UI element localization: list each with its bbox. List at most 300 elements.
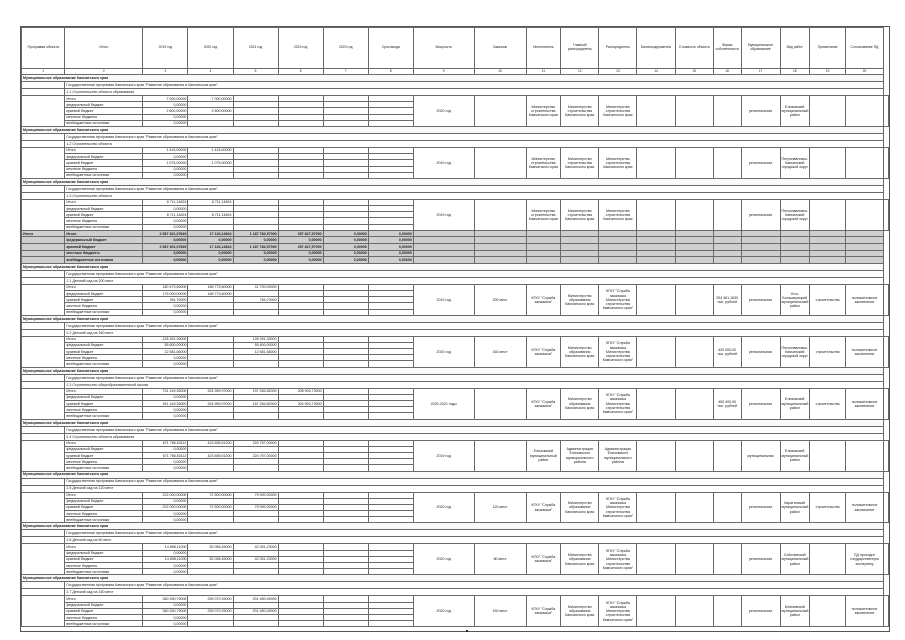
meta-customer: Министерство строительства Камчатского края <box>526 199 561 230</box>
object-row <box>22 329 889 336</box>
program-title: Государственная программа Камчатского края "Развитие образования в Камчатском крае" <box>65 270 883 277</box>
amount-cell: 55 600,00000 <box>233 342 278 348</box>
meta-manager <box>637 284 675 315</box>
empty-cell <box>22 388 65 419</box>
amount-cell: 175 000,00000 <box>143 290 188 296</box>
total-amount-cell: 2 587 301,07845 <box>143 244 188 251</box>
meta-ownership: региональная <box>741 388 780 419</box>
meta-term: 2020 год <box>413 96 474 127</box>
meta-cost <box>713 199 741 230</box>
amount-cell: 0,00000 <box>143 154 188 160</box>
meta-holder <box>675 96 713 127</box>
total-amount-cell: 0,00000 <box>143 257 188 264</box>
meta-executor: Министерство строительства Камчатского края <box>561 147 599 178</box>
amount-cell: 11 700,09000 <box>233 284 278 290</box>
amount-cell: 222 000,00000 <box>143 504 188 510</box>
empty-cell <box>22 537 65 544</box>
object-title: 2.6 Детский сад на 80 мест <box>65 537 883 544</box>
totals-label <box>22 250 65 257</box>
object-title: 2.3 Строительство общеобразовательной школы <box>65 381 883 388</box>
empty-cell <box>846 257 883 264</box>
empty-cell <box>22 89 65 96</box>
empty-cell <box>675 250 713 257</box>
program-title: Государственная программа Камчатского края "Развитие образования в Камчатском крае" <box>65 478 883 485</box>
funding-label: краевой бюджет <box>65 608 143 614</box>
meta-holder <box>675 199 713 230</box>
funding-label: внебюджетные источники <box>65 517 143 523</box>
amount-cell: 12 581,66000 <box>233 349 278 355</box>
empty-cell <box>22 140 65 147</box>
total-amount-cell: 257 827,57000 <box>278 230 323 237</box>
column-number: 2 <box>65 69 143 75</box>
amount-cell: 224 757,00000 <box>233 440 278 446</box>
section-row <box>22 471 889 478</box>
meta-customer: Елизовский муниципальный район <box>526 440 561 471</box>
column-header: Исполнитель <box>526 28 561 69</box>
section-title: Муниципальное образование Камчатского края <box>22 575 884 582</box>
amount-cell: 911 149,35000 <box>143 401 188 407</box>
meta-main-manager: Администрация Елизовского муниципального района <box>599 440 637 471</box>
column-header: Форма собственности <box>713 28 741 69</box>
meta-customer: КГКУ "Служба заказчика" <box>526 596 561 627</box>
meta-capacity: 150 мест <box>474 596 526 627</box>
funding-label: внебюджетные источники <box>65 569 143 575</box>
object-row <box>22 589 889 596</box>
funding-label: Итого <box>65 96 143 102</box>
funding-label: федеральный бюджет <box>65 290 143 296</box>
program-title: Государственная программа Камчатского края "Развитие образования в Камчатском крае" <box>65 374 883 381</box>
totals-label <box>22 237 65 244</box>
meta-term: 2019 год <box>413 147 474 178</box>
funding-label: краевой бюджет <box>65 160 143 166</box>
column-number: 3 <box>143 69 188 75</box>
amount-cell: 128 391,39000 <box>233 336 278 342</box>
section-row <box>22 315 889 322</box>
amount-cell: 168 773,60000 <box>188 290 233 296</box>
empty-cell <box>741 244 780 251</box>
column-number: 19 <box>809 69 845 75</box>
total-amount-cell: 0,00000 <box>233 257 278 264</box>
empty-cell <box>22 485 65 492</box>
object-title: 2.7 Детский сад на 150 мест <box>65 589 883 596</box>
meta-main-manager: Министерство строительства Камчатского края <box>599 199 637 230</box>
total-amount-cell: 0,00000 <box>188 237 233 244</box>
totals-label <box>22 257 65 264</box>
meta-term: 2020 год <box>413 492 474 523</box>
meta-work <box>809 147 845 178</box>
column-number: 17 <box>741 69 780 75</box>
meta-approval <box>883 199 888 230</box>
empty-cell <box>561 244 599 251</box>
empty-cell <box>713 244 741 251</box>
meta-work <box>809 440 845 471</box>
meta-term: 2020 год <box>413 544 474 575</box>
amount-cell: 128 391,39000 <box>143 336 188 342</box>
meta-note <box>846 440 883 471</box>
object-title: 1.2 Строительство объекта <box>65 140 883 147</box>
funding-label: Итого <box>65 492 143 498</box>
funding-label: внебюджетные источники <box>65 361 143 367</box>
total-amount-cell: 0,00000 <box>278 257 323 264</box>
section-row <box>22 367 889 374</box>
total-amount-cell: 0,00000 <box>368 237 413 244</box>
funding-label: внебюджетные источники <box>65 621 143 627</box>
amount-cell: 0,00000 <box>143 498 188 504</box>
empty-cell <box>526 250 561 257</box>
empty-cell <box>22 582 65 589</box>
empty-cell <box>22 381 65 388</box>
amount-cell: 731 149,35000 <box>143 388 188 394</box>
funding-label: федеральный бюджет <box>65 550 143 556</box>
amount-cell <box>368 621 413 627</box>
meta-ownership: региональная <box>741 336 780 367</box>
column-header: 2019 год <box>143 28 188 69</box>
column-header: Согласование ПД <box>846 28 883 69</box>
amount-cell: 42 051,23000 <box>233 544 278 550</box>
empty-cell <box>474 250 526 257</box>
amount-cell: 7 000,00000 <box>188 96 233 102</box>
amount-cell: 0,00000 <box>143 465 188 471</box>
empty-cell <box>22 284 65 315</box>
total-amount-cell: 0,00000 <box>188 257 233 264</box>
funding-label: внебюджетные источники <box>65 309 143 315</box>
section-title: Муниципальное образование Камчатского края <box>22 523 884 530</box>
total-amount-cell: 0,00000 <box>323 230 368 237</box>
amount-cell: 1 075,00000 <box>143 160 188 166</box>
meta-main-manager: Министерство строительства Камчатского края <box>599 96 637 127</box>
amount-cell: 201 450,49000 <box>233 596 278 602</box>
empty-cell <box>675 244 713 251</box>
empty-cell <box>637 230 675 237</box>
total-amount-cell: 0,00000 <box>368 250 413 257</box>
amount-cell: 259 072,93000 <box>188 596 233 602</box>
empty-cell <box>637 237 675 244</box>
column-header: Главный распорядитель <box>561 28 599 69</box>
total-amount-cell: 0,00000 <box>143 250 188 257</box>
funding-label: внебюджетные источники <box>65 413 143 419</box>
funding-label: местные бюджеты <box>65 511 143 517</box>
amount-cell: 8 711,14824 <box>188 199 233 205</box>
meta-main-manager: КГКУ "Служба заказчика Министерства строительства Камчатского края" <box>599 492 637 523</box>
empty-cell <box>599 257 637 264</box>
funding-label: федеральный бюджет <box>65 446 143 452</box>
meta-work <box>809 544 845 575</box>
meta-manager <box>637 96 675 127</box>
meta-executor: Министерство образования Камчатского края <box>561 544 599 575</box>
empty-cell <box>561 237 599 244</box>
amount-cell: 423 655,51200 <box>188 452 233 458</box>
empty-cell <box>809 244 845 251</box>
empty-cell <box>599 250 637 257</box>
meta-main-manager: Министерство строительства Камчатского края <box>599 147 637 178</box>
program-title: Государственная программа Камчатского края "Развитие образования в Камчатском крае" <box>65 582 883 589</box>
empty-cell <box>22 185 65 192</box>
object-row <box>22 192 889 199</box>
meta-municipality: Елизовский муниципальный район <box>780 96 809 127</box>
meta-main-manager: КГКУ "Служба заказчика Министерства строительства Камчатского края" <box>599 596 637 627</box>
funding-label: Итого <box>65 230 143 237</box>
empty-cell <box>474 257 526 264</box>
funding-label: федеральный бюджет <box>65 102 143 108</box>
amount-cell: 72 500,00000 <box>188 504 233 510</box>
empty-cell <box>526 244 561 251</box>
empty-cell <box>22 433 65 440</box>
funding-label: местные бюджеты <box>65 166 143 172</box>
empty-cell <box>846 244 883 251</box>
funding-label: краевой бюджет <box>65 504 143 510</box>
meta-approval <box>883 492 888 523</box>
amount-cell: 2 600,00000 <box>143 108 188 114</box>
empty-cell <box>22 544 65 575</box>
totals-row <box>22 257 889 264</box>
empty-cell <box>22 147 65 178</box>
empty-cell <box>413 250 474 257</box>
total-amount-cell: 0,00000 <box>323 237 368 244</box>
empty-cell <box>637 257 675 264</box>
funding-label: Итого <box>65 596 143 602</box>
column-number: 11 <box>526 69 561 75</box>
section-title: Муниципальное образование Камчатского края <box>22 367 884 374</box>
column-number: 14 <box>637 69 675 75</box>
meta-work: строительство <box>809 388 845 419</box>
empty-cell <box>22 374 65 381</box>
funding-label: федеральный бюджет <box>65 206 143 212</box>
meta-manager <box>637 492 675 523</box>
total-amount-cell: 0,00000 <box>233 237 278 244</box>
amount-cell: 0,00000 <box>143 172 188 178</box>
empty-cell <box>713 237 741 244</box>
amount-cell <box>233 621 278 627</box>
amount-cell: 222 000,00000 <box>143 492 188 498</box>
program-row <box>22 530 889 537</box>
column-number: 8 <box>368 69 413 75</box>
funding-label: краевой бюджет <box>65 556 143 562</box>
amount-cell: 42 051,23000 <box>233 556 278 562</box>
column-header: 2022 год <box>278 28 323 69</box>
empty-cell <box>741 250 780 257</box>
column-number: 7 <box>323 69 368 75</box>
meta-municipality: Карагинский муниципальный район <box>780 492 809 523</box>
meta-holder <box>675 440 713 471</box>
program-row <box>22 185 889 192</box>
object-title: 2.5 Детский сад на 120 мест <box>65 485 883 492</box>
amount-cell: 0,00000 <box>143 446 188 452</box>
column-header: Срок ввода <box>368 28 413 69</box>
meta-approval <box>883 596 888 627</box>
meta-ownership: региональная <box>741 544 780 575</box>
funding-label: Итого <box>65 147 143 153</box>
total-amount-cell: 1 187 782,57000 <box>233 230 278 237</box>
meta-customer: КГКУ "Служба заказчика" <box>526 492 561 523</box>
empty-cell <box>413 244 474 251</box>
empty-cell <box>22 96 65 127</box>
amount-cell: 784,70000 <box>233 297 278 303</box>
meta-capacity <box>474 388 526 419</box>
amount-cell: 0,00000 <box>143 550 188 556</box>
empty-cell <box>675 230 713 237</box>
column-number: 1 <box>22 69 65 75</box>
meta-note <box>846 96 883 127</box>
empty-cell <box>846 237 883 244</box>
funding-label: федеральный бюджет <box>65 602 143 608</box>
column-header: Муниципальное образование <box>741 28 780 69</box>
amount-cell: 423 655,51200 <box>188 440 233 446</box>
section-row <box>22 126 889 133</box>
empty-cell <box>809 237 845 244</box>
meta-capacity: 160 мест <box>474 336 526 367</box>
amount-cell: 0,00000 <box>143 120 188 126</box>
amount-cell: 671 786,63112 <box>143 452 188 458</box>
meta-municipality: Елизовский муниципальный район <box>780 388 809 419</box>
meta-ownership: региональная <box>741 96 780 127</box>
meta-cost <box>713 147 741 178</box>
column-number: 16 <box>713 69 741 75</box>
meta-ownership: региональная <box>741 596 780 627</box>
meta-manager <box>637 147 675 178</box>
meta-manager <box>637 199 675 230</box>
meta-executor: Министерство образования Камчатского края <box>561 596 599 627</box>
program-title: Государственная программа Камчатского края "Развитие образования в Камчатском крае" <box>65 185 883 192</box>
program-row <box>22 270 889 277</box>
meta-ownership: региональная <box>741 147 780 178</box>
column-header: 2021 год <box>233 28 278 69</box>
meta-holder <box>675 388 713 419</box>
section-row <box>22 178 889 185</box>
column-number: 18 <box>780 69 809 75</box>
total-amount-cell: 0,00000 <box>368 244 413 251</box>
meta-holder <box>675 544 713 575</box>
meta-approval <box>883 96 888 127</box>
program-row <box>22 374 889 381</box>
empty-cell <box>780 250 809 257</box>
funding-label: местные бюджеты <box>65 355 143 361</box>
column-number: 12 <box>561 69 599 75</box>
empty-cell <box>413 230 474 237</box>
total-amount-cell: 0,00000 <box>188 250 233 257</box>
meta-executor: Министерство образования Камчатского края <box>561 284 599 315</box>
meta-municipality: Елизовский муниципальный район <box>780 440 809 471</box>
meta-ownership: региональная <box>741 284 780 315</box>
meta-note: положительное заключение <box>846 596 883 627</box>
program-title: Государственная программа Камчатского края "Развитие образования в Камчатском крае" <box>65 82 883 89</box>
amount-cell: 14 898,11000 <box>143 556 188 562</box>
meta-work: строительство <box>809 336 845 367</box>
meta-cost <box>713 440 741 471</box>
meta-manager <box>637 596 675 627</box>
empty-cell <box>637 244 675 251</box>
amount-cell: 180 473,69000 <box>143 284 188 290</box>
funding-label: внебюджетные источники <box>65 257 143 264</box>
meta-cost <box>713 544 741 575</box>
meta-executor: Министерство строительства Камчатского края <box>561 199 599 230</box>
empty-cell <box>780 257 809 264</box>
meta-approval <box>883 440 888 471</box>
meta-work <box>809 96 845 127</box>
total-amount-cell: 1 187 782,57000 <box>233 244 278 251</box>
empty-cell <box>809 250 845 257</box>
meta-main-manager: КГКУ "Служба заказчика Министерства строительства Камчатского края" <box>599 544 637 575</box>
column-header: Стоимость объекта <box>675 28 713 69</box>
empty-cell <box>713 250 741 257</box>
object-row <box>22 89 889 96</box>
meta-term: 2020 год <box>413 336 474 367</box>
empty-cell <box>474 237 526 244</box>
meta-municipality: Усть-Большерецкий муниципальный район <box>780 284 809 315</box>
program-row <box>22 582 889 589</box>
empty-cell <box>713 230 741 237</box>
amount-cell: 0,00000 <box>143 361 188 367</box>
meta-holder <box>675 284 713 315</box>
meta-capacity <box>474 440 526 471</box>
total-amount-cell: 0,00000 <box>143 237 188 244</box>
amount-cell: 14 898,11000 <box>143 544 188 550</box>
object-row <box>22 277 889 284</box>
meta-cost <box>713 492 741 523</box>
totals-label: Итого <box>22 230 65 237</box>
empty-cell <box>22 426 65 433</box>
column-number: 13 <box>599 69 637 75</box>
empty-cell <box>561 257 599 264</box>
empty-cell <box>526 257 561 264</box>
amount-cell: 324 959,97000 <box>188 401 233 407</box>
meta-customer: КГКУ "Служба заказчика" <box>526 544 561 575</box>
empty-cell <box>741 230 780 237</box>
empty-cell <box>22 192 65 199</box>
empty-cell <box>474 230 526 237</box>
amount-cell: 1 075,00000 <box>188 160 233 166</box>
funding-label: местные бюджеты <box>65 303 143 309</box>
total-amount-cell: 17 126,14824 <box>188 230 233 237</box>
meta-cost <box>713 96 741 127</box>
column-number: 10 <box>474 69 526 75</box>
program-row <box>22 133 889 140</box>
amount-cell: 0,00000 <box>143 459 188 465</box>
meta-capacity: 200 мест <box>474 284 526 315</box>
section-row <box>22 75 889 82</box>
funding-label: внебюджетные источники <box>65 172 143 178</box>
investment-program-table <box>20 26 890 632</box>
meta-executor: Министерство строительства Камчатского края <box>561 96 599 127</box>
totals-row <box>22 230 889 237</box>
amount-cell: 0,00000 <box>143 394 188 400</box>
funding-label: краевой бюджет <box>65 401 143 407</box>
meta-note: положительное заключение <box>846 388 883 419</box>
empty-cell <box>22 199 65 230</box>
empty-cell <box>22 329 65 336</box>
meta-work: строительство <box>809 284 845 315</box>
funding-label: Итого <box>65 284 143 290</box>
meta-work: строительство <box>809 492 845 523</box>
section-title: Муниципальное образование Камчатского края <box>22 75 884 82</box>
amount-cell <box>188 621 233 627</box>
meta-customer: КГКУ "Служба заказчика" <box>526 284 561 315</box>
totals-row <box>22 244 889 251</box>
section-row <box>22 419 889 426</box>
meta-term: 2019 год <box>413 199 474 230</box>
column-header: Примечание <box>809 28 845 69</box>
amount-cell: 8 711,14824 <box>143 212 188 218</box>
program-row <box>22 426 889 433</box>
section-title: Муниципальное образование Камчатского края <box>22 419 884 426</box>
empty-cell <box>713 257 741 264</box>
amount-cell <box>323 621 368 627</box>
meta-executor: Министерство образования Камчатского края <box>561 388 599 419</box>
amount-cell: 1 415,00000 <box>188 147 233 153</box>
program-title: Государственная программа Камчатского края "Развитие образования в Камчатском крае" <box>65 426 883 433</box>
empty-cell <box>22 596 65 627</box>
amount-cell: 0,00000 <box>143 517 188 523</box>
meta-customer: КГКУ "Служба заказчика" <box>526 336 561 367</box>
